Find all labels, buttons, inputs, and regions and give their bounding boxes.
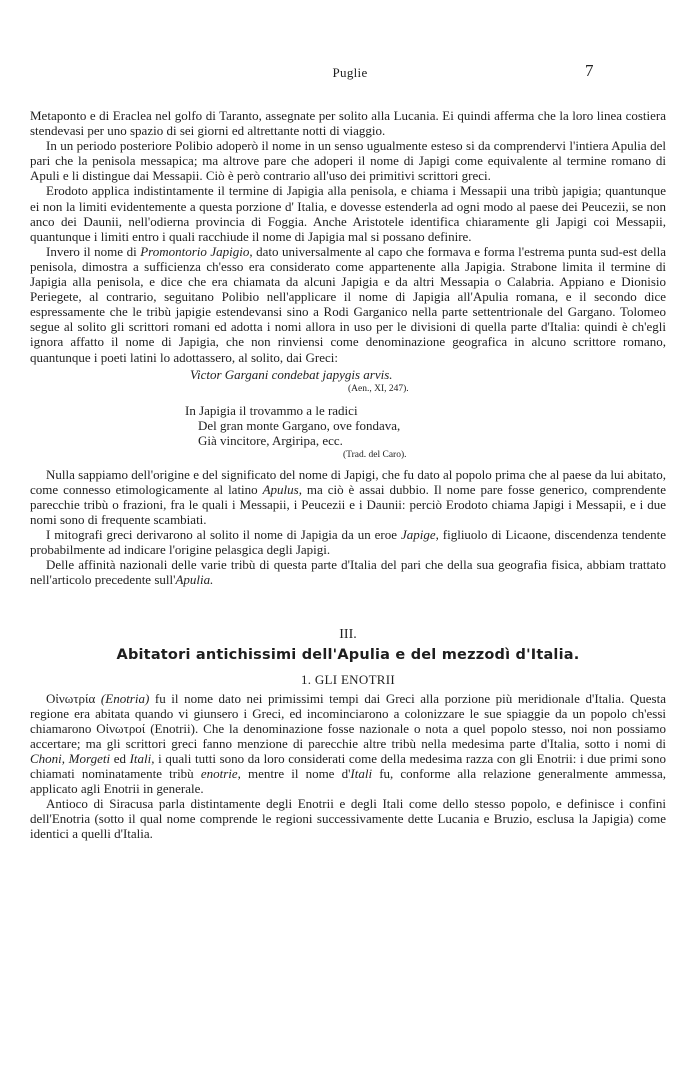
paragraph-text: fu, conforme alla relazione generalmente ammessa, applicato agli Enotrii in generale. — [30, 766, 667, 797]
latin-quote-citation: (Aen., XI, 247). — [348, 383, 409, 394]
paragraph-antioco: Antioco di Siracusa parla distintamente degli Enotrii e degli Itali come dello stesso popolo, e definisce i confini dell'Enotria (sotto il qual nome comprende le regioni successivamente dette Lucania e Bruzio, esclusa la Japigia) come identici a quelli d'Italia. — [30, 796, 666, 842]
subsection-title: 1. GLI ENOTRII — [300, 671, 396, 687]
paragraph-text: Invero il nome di — [46, 243, 141, 259]
paragraph-metaponto: Metaponto e di Eraclea nel golfo di Taranto, assegnate per solito alla Lucania. Ei quindi afferma che la loro linea costiera stendevasi per uno spazio di sei giorni ed altrettante notti di viaggio. — [30, 108, 666, 139]
running-title: Puglie — [332, 65, 368, 80]
body-text — [30, 108, 666, 842]
paragraph-text: Οἰνωτρία — [46, 690, 101, 706]
latin-quote — [190, 367, 666, 397]
paragraph-text: dato universalmente al capo che formava e forma l'estrema punta sud-est della penisola, dimostra a sufficienza ch'esso era considerato come appartenente alla Japigia. Strabone limita il termine di Japigia alla penisola, e dice che era chiamata da alcuni Japigia e da altri Messapia o Calabria. Appiano e Dionisio Periegete, al contrario, seguitano Polibio nell'applicare il nome di Japigia all'Apulia romana, e il secondo dice espressamente che le tribù japigie estendevansi sino a Rodi Garganico nella parte settentrionale del Gargano. Tolomeo segue al solito gli scrittori romani ed adotta i nomi allora in uso per le divisioni di quella parte d'Italia: quindi è ch'egli ignora affatto il nome di Japigia, che non rinviensi come denominazione geografica in alcuno scrittore romano, quantunque i poeti latini lo adottassero, al solito, dai Greci: — [30, 243, 666, 365]
section-title: Abitatori antichissimi dell'Apulia e del mezzodì d'Italia. — [116, 647, 580, 664]
paragraph-text: figliuolo di Licaone, discendenza tendente probabilmente ad indicare l'origine pelasgica degli Japigi. — [30, 526, 667, 558]
paragraph-affinita — [30, 557, 666, 587]
italic-term: Apulus, — [262, 481, 302, 497]
italic-term: Apulia. — [175, 572, 214, 588]
italian-quote-citation: (Trad. del Caro). — [343, 449, 407, 460]
paragraph-text: I mitografi greci derivarono al solito il nome di Japigia da un eroe — [46, 526, 401, 542]
paragraph-mitografi — [30, 527, 666, 557]
italic-term: Itali, — [129, 751, 155, 766]
paragraph-text: i quali tutti sono da loro considerati come della medesima razza con gli Enotrii: i due primi sono chiamati nominatamente tribù — [30, 751, 666, 782]
latin-quote-line: Victor Gargani condebat japygis arvis. — [190, 366, 393, 382]
paragraph-text: Delle affinità nazionali delle varie tribù di questa parte d'Italia del pari che della sua geografia fisica, abbiam trattato nell'articolo precedente sull' — [30, 557, 666, 588]
paragraph-polibio: In un periodo posteriore Polibio adoperò il nome in un senso ugualmente esteso si da comprendervi l'intiera Apulia del pari che la penisola messapica; ma altrove pare che adoperi il nome di Japigi come equivalente al termine romano di Apuli e li distingue dai Messapii. Ciò è però contrario all'uso dei primitivi scrittori greci. — [30, 138, 666, 184]
paragraph-text: Nulla sappiamo dell'origine e del significato del nome di Japigi, che fu dato al popolo prima che al paese da lui abitato, come connesso etimologicamente al latino — [30, 466, 666, 497]
italic-term: Promontorio Japigio, — [140, 243, 253, 259]
italic-term: enotrie, — [200, 766, 241, 782]
paragraph-origine — [30, 467, 666, 527]
section-number: III. — [339, 627, 357, 643]
italian-quote — [185, 403, 666, 463]
running-head — [0, 63, 700, 83]
italic-term: (Enotria) — [100, 690, 150, 706]
italian-quote-line: In Japigia il trovammo a le radici — [185, 402, 358, 418]
paragraph-text: ed — [110, 751, 130, 766]
page-number: 7 — [585, 61, 594, 80]
paragraph-text: fu il nome dato nei primissimi tempi dai Greci alla porzione più meridionale d'Italia. Questa regione era abitata quando vi giunsero i Greci, ed incominciarono a colonizzare le sue spiaggie da un popolo ch'essi chiamarono Οἰνωτροί (Enotrii). Che la denominazione fosse nazionale o nota a quel popolo stesso, noi non possiamo accertare; ma gli scrittori greci fanno menzione di parecchie altre tribù nella medesima parte d'Italia, sotto i nomi di — [30, 690, 666, 751]
italic-term: Itali — [350, 766, 373, 782]
italic-term: Choni, Morgeti — [30, 751, 111, 766]
paragraph-enotria — [30, 691, 666, 797]
paragraph-promontorio — [30, 244, 666, 365]
italian-quote-line: Già vincitore, Argiripa, ecc. — [198, 432, 343, 448]
paragraph-text: mentre il nome d' — [240, 766, 351, 782]
paragraph-text: ma ciò è assai dubbio. Il nome pare fosse generico, comprendente parecchie tribù o frazioni, fra le quali i Messapii, i Peucezii e i Daunii: perciò Erodoto chiama Japigi i Messapii, e i due nomi sono di frequente scambiati. — [30, 481, 666, 527]
italian-quote-line: Del gran monte Gargano, ove fondava, — [198, 417, 401, 433]
italic-term: Japige, — [400, 526, 439, 542]
paragraph-erodoto: Erodoto applica indistintamente il termine di Japigia alla penisola, e chiama i Messapii una tribù japigia; quantunque ei non la limiti evidentemente a questa porzione d' Italia, e dovesse estenderla ad ogni modo al paese dei Peucezii, se non anco dei Daunii, nell'odierna provincia di Foggia. Anche Aristotele identifica chiaramente gli Japigi coi Messapii, quantunque i limiti entro i quali racchiude il nome di Japigia mal si possano definire. — [30, 183, 666, 244]
